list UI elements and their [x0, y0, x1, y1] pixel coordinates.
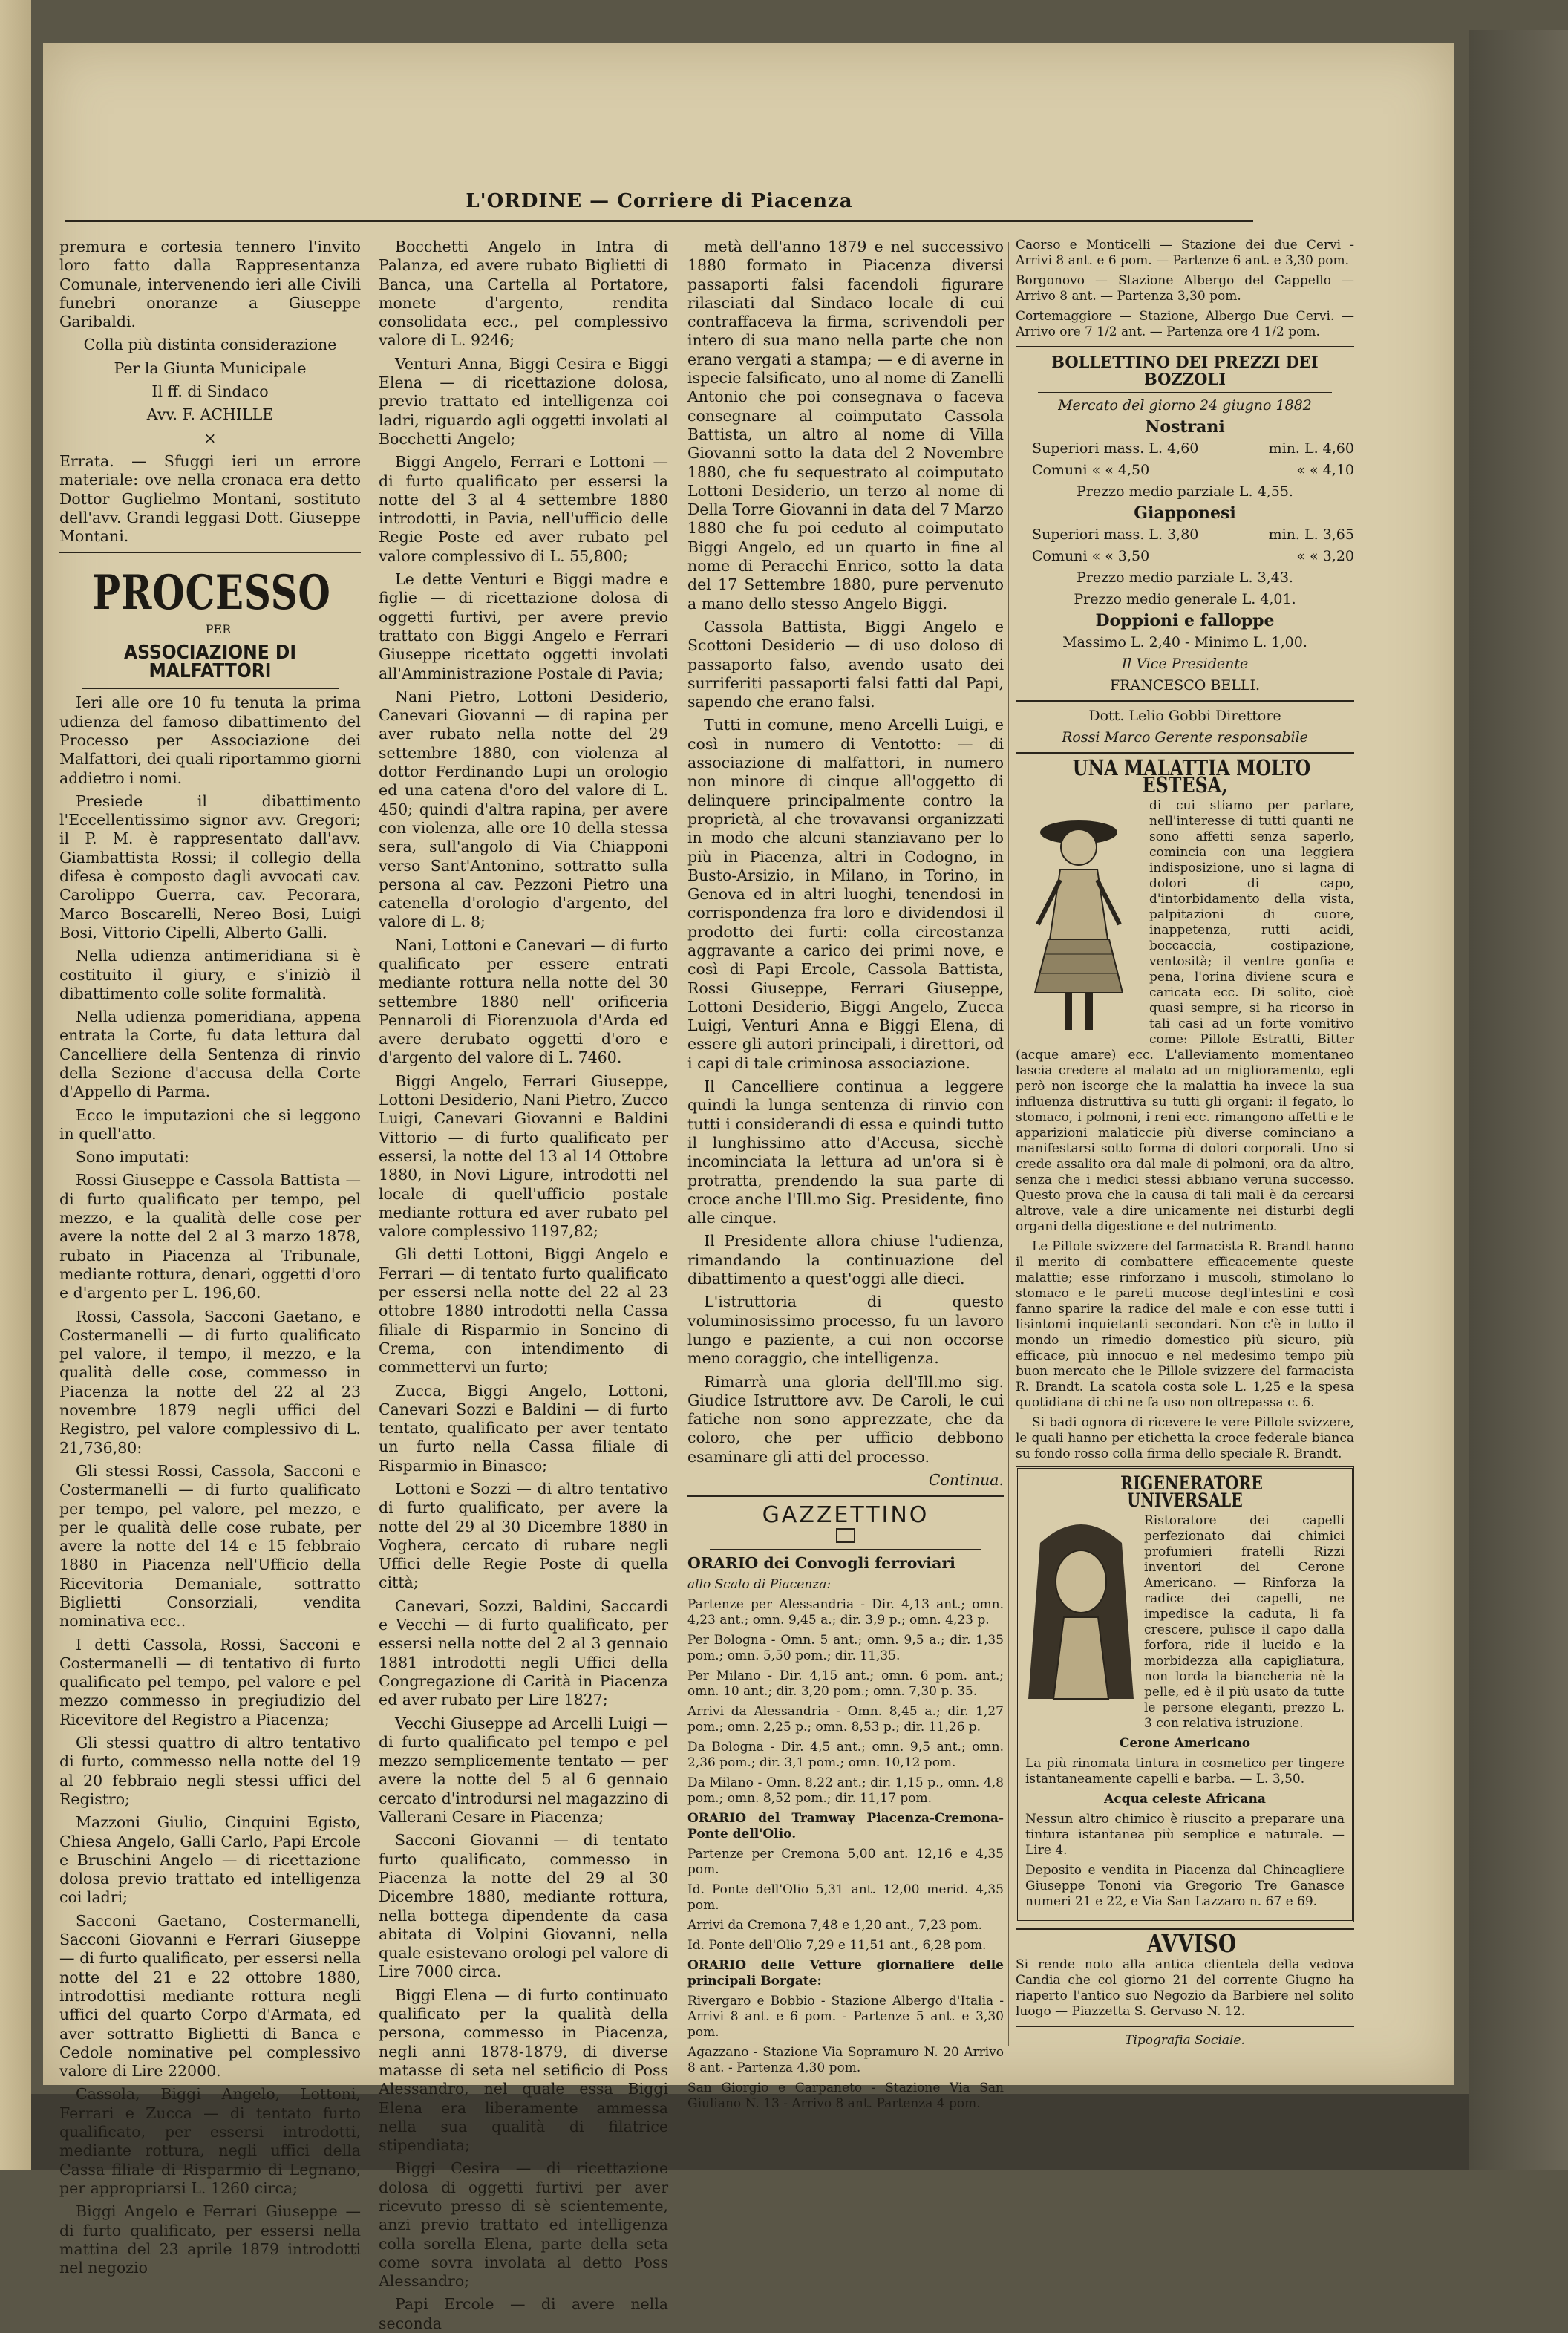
paragraph: Canevari, Sozzi, Baldini, Saccardi e Vecchi — di furto qualificato, per essersi nella notte del 2 al 3 gennaio 1881 introdotti negli Uffici della Congregazione di Carità in Piacenza ed aver rubato per Lire 1827; — [379, 1596, 668, 1709]
bollettino-title: BOLLETTINO DEI PREZZI DEI BOZZOLI — [1051, 353, 1319, 388]
ad-pillole-svizzere — [1016, 755, 1354, 1462]
paragraph: Nella udienza pomeridiana, appena entrata la Corte, fu data lettura dal Cancelliere della Sentenza di rinvio della Sezione d'accusa della Corte d'Appello di Parma. — [59, 1008, 361, 1101]
divider — [1016, 752, 1354, 754]
ad-title: RIGENERATORE UNIVERSALE — [1120, 1472, 1263, 1511]
scan-right-edge — [1469, 30, 1568, 2170]
giapponesi-medio: Prezzo medio parziale L. 3,43. — [1077, 570, 1293, 586]
price-label: Superiori mass. L. 3,80 — [1032, 526, 1199, 543]
paragraph: Mazzoni Giulio, Cinquini Egisto, Chiesa Angelo, Galli Carlo, Papi Ercole e Bruschini Angelo — di ricettazione dolosa previo trattato ed intelligenza coi ladri; — [59, 1813, 361, 1907]
paragraph: Arrivi da Cremona 7,48 e 1,20 ant., 7,23 pom. — [687, 1917, 982, 1933]
column-3 — [687, 238, 1004, 2111]
paragraph: Il Cancelliere continua a leggere quindi la lunga sentenza di rinvio con tutti i considerandi di essa e quindi tutto il lunghissimo atto d'Accusa, sicchè incominciata la lettura ad un'ora si è protratta, prendendo la sua parte di croce anche l'Ill.mo Sig. Presidente, fino alle cinque. — [687, 1077, 1004, 1227]
headline-per: PER — [205, 622, 232, 637]
paragraph: Biggi Angelo, Ferrari e Lottoni — di furto qualificato per essersi la notte del 3 al 4 settembre 1880 introdotti, in Pavia, nell'ufficio delle Regie Poste ed aver rubato pel valore complessivo di L. 55,800; — [379, 453, 668, 565]
paragraph: San Giorgio e Carpaneto - Stazione Via San Giuliano N. 13 - Arrivo 8 ant. Partenza 4 pom. — [687, 2080, 1004, 2111]
column-2 — [379, 238, 668, 2332]
gerente: Rossi Marco Gerente responsabile — [1062, 729, 1308, 745]
paragraph: Sacconi Giovanni — di tentato furto qualificato, commesso in Piacenza la notte del 29 al 30 Dicembre 1880, mediante rottura, nella bottega dipendente da casa abitata di Volpini Giovanni, nella quale esistevano orologi pel valore di Lire 7000 circa. — [379, 1831, 668, 1981]
acqua-title: Acqua celeste Africana — [1104, 1792, 1266, 1807]
paragraph: premura e cortesia tennero l'invito loro fatto dalla Rappresentanza Comunale, intervenendo ieri alle Civili funebri onoranze a Giuseppe Garibaldi. — [59, 238, 361, 331]
cerone-title: Cerone Americano — [1119, 1736, 1251, 1751]
signature: Avv. F. ACHILLE — [146, 405, 274, 424]
paragraph: Rimarrà una gloria dell'Ill.mo sig. Giudice Istruttore avv. De Caroli, le cui fatiche non sono apprezzate, che da coloro, che per ufficio debbono esaminare gli atti del processo. — [687, 1372, 1004, 1466]
divider — [1038, 392, 1332, 393]
avviso-text: Si rende noto alla antica clientela della vedova Candia che col giorno 21 del corrente Giugno ha riaperto l'antico suo Negozio da Barbiere nel solito luogo — Piazzetta S. Gervaso N. 12. — [1016, 1957, 1354, 2019]
orario-title: ORARIO dei Convogli ferroviari — [687, 1553, 956, 1572]
article-body — [379, 238, 668, 2333]
paragraph: Gli detti Lottoni, Biggi Angelo e Ferrari — di tentato furto qualificato per essersi nella notte del 22 al 23 ottobre 1880 introdotti nella Cassa filiale di Risparmio in Soncino di Crema, con intendimento di commettervi un furto; — [379, 1245, 668, 1377]
price-row — [1016, 440, 1354, 457]
paragraph: Id. Ponte dell'Olio 5,31 ant. 12,00 merid. 4,35 pom. — [687, 1882, 1004, 1913]
column-4 — [1016, 238, 1354, 2049]
subheadline: ASSOCIAZIONE DI MALFATTORI — [123, 641, 297, 683]
masthead-title: L'ORDINE — Corriere di Piacenza — [466, 190, 853, 212]
scan-left-edge — [0, 0, 31, 2170]
paragraph: Rossi Giuseppe e Cassola Battista — di furto qualificato per tempo, pel mezzo, e la qualità delle cose per avere la notte del 2 al 3 marzo 1878, rubato in Piacenza al Tribunale, mediante rottura, denari, oggetti d'oro e d'argento per L. 196,60. — [59, 1171, 361, 1302]
paragraph: Zucca, Biggi Angelo, Lottoni, Canevari Sozzi e Baldini — di furto tentato, qualificato per aver tentato un furto nella Cassa filiale di Risparmio in Binasco; — [379, 1381, 668, 1475]
doppioni-heading: Doppioni e falloppe — [1095, 611, 1275, 630]
masthead — [65, 190, 1253, 222]
closing-line: Per la Giunta Municipale — [114, 359, 307, 377]
nostrani-heading: Nostrani — [1145, 417, 1225, 437]
mercato-date: Mercato del giorno 24 giugno 1882 — [1058, 397, 1312, 414]
paragraph: Arrivi da Alessandria - Omn. 8,45 a.; dir. 1,27 pom.; omn. 2,25 p.; omn. 8,53 p.; dir. 11,26 p. — [687, 1703, 1004, 1735]
paragraph: Papi Ercole — di avere nella seconda — [379, 2295, 668, 2332]
newspaper-page — [43, 43, 1454, 2332]
paragraph: Biggi Angelo, Ferrari Giuseppe, Lottoni Desiderio, Nani Pietro, Zucco Luigi, Canevari Giovanni e Baldini Vittorio — di furto qualificato per essersi, la notte del 13 al 14 Ottobre 1880, in Novi Ligure, introdotti nel locale di quell'ufficio postale mediante rottura ed aver rubato pel valore complessivo 1197,82; — [379, 1071, 668, 1241]
divider — [59, 552, 361, 553]
paragraph: Venturi Anna, Biggi Cesira e Biggi Elena — di ricettazione dolosa, previo trattato ed intelligenza coi ladri, riguardo agli oggetti involati al Bocchetti Angelo; — [379, 354, 668, 448]
tramway-list — [687, 1847, 1004, 1954]
paragraph: Lottoni e Sozzi — di altro tentativo di furto qualificato, per avere la notte del 29 al 30 Dicembre 1880 in Voghera, cercato di rubare negli Uffici delle Regie Poste di quella città; — [379, 1480, 668, 1592]
column-rule — [1008, 242, 1009, 2046]
paragraph: Presiede il dibattimento l'Eccellentissimo signor avv. Gregori; il P. M. è rappresentato dall'avv. Giambattista Rossi; il collegio della difesa è composto dagli avvocati cav. Carolippo Guerra, cav. Pecorara, Marco Boscarelli, Nereo Bosi, Luigi Bosi, Vittorio Cipelli, Alberto Galli. — [59, 792, 361, 942]
doppioni-prezzo: Massimo L. 2,40 - Minimo L. 1,00. — [1062, 634, 1307, 650]
paragraph: Nani Pietro, Lottoni Desiderio, Canevari Giovanni — di rapina per aver rubato nella notte del 29 settembre 1880, con violenza al dottor Ferdinando Lupi un orologio ed una catena d'oro del valore di L. 450; quindi d'altra rapina, per avere con violenza, alle ore 10 della stessa sera, sull'angolo di Via Chiapponi verso Sant'Antonino, sottratto sulla persona al cav. Pezzoni Pietro una catenella d'orologio d'argento, del valore di L. 8; — [379, 687, 668, 931]
presidente-name: FRANCESCO BELLI. — [1109, 677, 1261, 694]
ad-text: Le Pillole svizzere del farmacista R. Brandt hanno il merito di combattere efficacemente queste malattie; esse rinforzano i muscoli, stimolano lo stomaco e le pareti mucose degl'intestini e così fanno sparire la radice del male e con esse tutti i lisintomi inquietanti secondari. Non c'è in tutto il mondo un rimedio domestico più sicuro, più efficace, più innocuo e nel medesimo tempo più buon mercato che le Pillole svizzere del farmacista R. Brandt. La scatola costa sole L. 1,25 e la spesa quotidiana di chi ne fa uso non oltrepassa c. 6. — [1016, 1239, 1354, 1410]
paragraph: Ieri alle ore 10 fu tenuta la prima udienza del famoso dibattimento del Processo per Associazione dei Malfattori, dei quali riportammo giorni addietro i nomi. — [59, 694, 361, 787]
paragraph: Vecchi Giuseppe ad Arcelli Luigi — di furto qualificato pel tempo e pel mezzo semplicemente tentato — per avere la notte del 5 al 6 gennaio cercato d'introdursi nel magazzino di Vallerani Cesare in Piacenza; — [379, 1714, 668, 1827]
paragraph: Biggi Angelo e Ferrari Giuseppe — di furto qualificato, per essersi nella mattina del 23 aprile 1879 introdotti nel negozio — [59, 2202, 361, 2277]
vetture-list-continued — [1016, 238, 1354, 340]
ad-text: di cui stiamo per parlare, nell'interesse di tutti quanti ne sono affetti senza saperlo, comincia con una leggiera indisposizione, uno si lagna di dolori di capo, d'intorbidamento della vista, palpitazioni di cuore, inappetenza, rutti acidi, boccaccia, costipazione, ventosità; il ventre gonfia e pena, l'orina diviene scura e caricata ecc. Di solito, cioè quasi sempre, si ha ricorso in tali casi ad un forte vomitivo come: Pillole Estratti, Bitter (acque amare) ecc. L'alleviamento momentaneo lascia credere al malato ad un miglioramento, egli però non iscorge che la malattia ha invece la sua influenza distruttiva su tutti gli organi: il fegato, lo stomaco, i polmoni, i reni ecc. rimangono affetti e le apparizioni malaticcie più diverse cominciano a manifestarsi sotto forma di dolori corporali. Uno si crede assalito ora dal male di polmoni, ora da altro, senza che i medici stessi abbiano veruna successo. Questo prova che la causa di tali mali è da cercarsi altrove, vale a dire unicamente nei disturbi degli organi della digestione e del nutrimento. — [1016, 798, 1354, 1234]
price-label: Comuni « « 4,50 — [1032, 462, 1150, 478]
closing-line: Il ff. di Sindaco — [151, 382, 269, 401]
paragraph: Id. Ponte dell'Olio 7,29 e 11,51 ant., 6,28 pom. — [687, 1937, 987, 1953]
orario-list — [687, 1597, 1004, 1807]
paragraph: Gli stessi quattro di altro tentativo di furto, commesso nella notte del 19 al 20 febbraio negli stessi uffici del Registro; — [59, 1734, 361, 1808]
paragraph: Ecco le imputazioni che si leggono in quell'atto. — [59, 1106, 361, 1143]
nostrani-prices — [1016, 440, 1354, 479]
gazzettino-title: GAZZETTINO — [762, 1502, 930, 1529]
continua-label: Continua. — [928, 1471, 1004, 1489]
paragraph: Sacconi Gaetano, Costermanelli, Sacconi Giovanni e Ferrari Giuseppe — di furto qualificato, per essersi nella notte del 21 e 22 ottobre 1880, introdottisi mediante rottura negli uffici del quarto Corpo d'Armata, ed aver sottratto Biglietti di Banca e Cedole nominative pel complessivo valore di Lire 22000. — [59, 1911, 361, 2081]
paragraph: Rivergaro e Bobbio - Stazione Albergo d'Italia - Arrivi 8 ant. e 6 pom. - Partenze 5 ant. e 3,30 pom. — [687, 1993, 1004, 2040]
ad-title: UNA MALATTIA MOLTO ESTESA, — [1072, 755, 1311, 797]
paragraph: Caorso e Monticelli — Stazione dei due Cervi - Arrivi 8 ant. e 6 pom. — Partenze 6 ant. e 3,30 pom. — [1016, 238, 1354, 268]
divider — [82, 688, 339, 689]
paragraph: Biggi Cesira — di ricettazione dolosa di oggetti furtivi per aver ricevuto presso di sè scientemente, anzi previo trattato ed intelligenza colla sorella Elena, parte della seta come sovra involata al detto Poss Alessandro; — [379, 2159, 668, 2291]
cross-separator: × — [203, 428, 217, 447]
errata-note: Errata. — Sfuggi ieri un errore materiale: ove nella cronaca era detto Dottor Guglielmo Montani, sostituto dell'avv. Grandi leggasi Dott. Giuseppe Montani. — [59, 451, 361, 546]
paragraph: Biggi Elena — di furto continuato qualificato per la qualità della persona, commesso in Piacenza, negli anni 1878-1879, di diverse matasse di seta nel setificio di Poss Alessandro, nel quale essa Biggi Elena era liberamente ammessa nella sua qualità di filatrice stipendiata; — [379, 1986, 668, 2155]
tipografia: Tipografia Sociale. — [1125, 2033, 1245, 2048]
price-label: Comuni « « 3,50 — [1032, 548, 1150, 564]
divider — [687, 1495, 1004, 1497]
price-row — [1016, 526, 1354, 544]
divider — [1016, 2026, 1354, 2027]
cerone-text: La più rinomata tintura in cosmetico per tingere istantaneamente capelli e barba. — L. 3,50. — [1025, 1756, 1345, 1787]
headline: PROCESSO — [92, 565, 331, 621]
paragraph: Gli stessi Rossi, Cassola, Sacconi e Costermanelli — di furto qualificato per tempo, pel valore, pel mezzo, e per le qualità delle cose rubate, per avere la notte del 14 e 15 febbraio 1880 in Piacenza nell'Ufficio della Ricevitoria Demaniale, sottratto Biglietti Consorziali, vendita nominativa ecc.. — [59, 1461, 361, 1631]
paragraph: Rossi, Cassola, Sacconi Gaetano, e Costermanelli — di furto qualificato pel valore, il tempo, il mezzo, e la qualità delle cose, commesso in Piacenza la notte del 22 al 23 novembre 1879 negli uffici del Registro, pel valore complessivo di L. 21,736,80: — [59, 1307, 361, 1457]
price-value: min. L. 4,60 — [1268, 440, 1354, 457]
paragraph: Cassola, Biggi Angelo, Lottoni, Ferrari e Zucca — di tentato furto qualificato, per essersi introdotti, mediante rottura, negli uffici della Cassa filiale di Risparmio di Legnano, per appropriarsi L. 1260 circa; — [59, 2085, 361, 2197]
paragraph: Nani, Lottoni e Canevari — di furto qualificato per essere entrati mediante rottura nella notte del 30 settembre 1880 nell' orificeria Pennaroli di Fiorenzuola d'Arda ed avere derubato oggetti d'oro e d'argento del valore di L. 7460. — [379, 936, 668, 1067]
paragraph: Per Milano - Dir. 4,15 ant.; omn. 6 pom. ant.; omn. 10 ant.; dir. 3,20 pom.; omn. 7,30 p. 35. — [687, 1668, 1004, 1699]
price-value: min. L. 3,65 — [1268, 526, 1354, 543]
girl-portrait-icon — [1016, 798, 1142, 1043]
paragraph: Sono imputati: — [76, 1148, 189, 1166]
paragraph: Bocchetti Angelo in Intra di Palanza, ed avere rubato Biglietti di Banca, una Cartella al Portatore, monete d'argento, rendita consolidata ecc., pel complessivo valore di L. 9246; — [379, 238, 668, 350]
divider — [710, 1549, 981, 1550]
paragraph: Cortemaggiore — Stazione, Albergo Due Cervi. — Arrivo ore 7 1/2 ant. — Partenza ore 4 1/2 pom. — [1016, 309, 1354, 339]
paragraph: Da Milano - Omn. 8,22 ant.; dir. 1,15 p., omn. 4,8 pom.; omn. 8,52 pom.; dir. 11,17 pom. — [687, 1775, 1004, 1806]
closing-line: Colla più distinta considerazione — [83, 336, 337, 354]
article-body — [687, 238, 1004, 1466]
vetture-title: ORARIO delle Vetture giornaliere delle principali Borgate: — [687, 1957, 1004, 1988]
nostrani-medio: Prezzo medio parziale L. 4,55. — [1077, 483, 1293, 500]
deposito-text: Deposito e vendita in Piacenza dal Chincagliere Giuseppe Tononi via Gregorio Tre Ganasce numeri 21 e 22, e Via San Lazzaro n. 67 e 69. — [1025, 1863, 1345, 1909]
acqua-text: Nessun altro chimico è riuscito a preparare una tintura istantanea più semplice e naturale. — Lire 4. — [1025, 1812, 1345, 1858]
orario-subtitle: allo Scalo di Piacenza: — [687, 1576, 832, 1592]
paragraph: Da Bologna - Dir. 4,5 ant.; omn. 9,5 ant.; omn. 2,36 pom.; dir. 3,1 pom.; omn. 10,12 pom. — [687, 1739, 1004, 1770]
column-1 — [59, 238, 361, 2277]
woman-portrait-icon — [1025, 1513, 1137, 1714]
paragraph: Cassola Battista, Biggi Angelo e Scottoni Desiderio — di uso doloso di passaporto falso, avendo usato dei surriferiti passaporti falsi fatti dal Papi, sapendo che erano falsi. — [687, 617, 1004, 711]
article-body — [59, 694, 361, 2277]
section-box-icon — [836, 1528, 855, 1543]
price-row — [1016, 462, 1354, 479]
ad-rigeneratore — [1016, 1466, 1354, 1922]
medio-generale: Prezzo medio generale L. 4,01. — [1074, 591, 1296, 607]
paragraph: Partenze per Alessandria - Dir. 4,13 ant.; omn. 4,23 ant.; omn. 9,45 a.; dir. 3,9 p.; omn. 4,23 p. — [687, 1596, 1004, 1628]
ad-text: Si badi ognora di ricevere le vere Pillole svizzere, le quali hanno per etichetta la croce federale bianca su fondo rosso colla firma dello speciale R. Brandt. — [1016, 1415, 1354, 1461]
tramway-title: ORARIO del Tramway Piacenza-Cremona-Ponte dell'Olio. — [687, 1810, 1004, 1841]
giapponesi-prices — [1016, 526, 1354, 565]
paragraph: Per Bologna - Omn. 5 ant.; omn. 9,5 a.; dir. 1,35 pom.; omn. 5,50 pom.; dir. 11,35. — [687, 1632, 1004, 1663]
paragraph: L'istruttoria di questo voluminosissimo processo, fu un lavoro lungo e paziente, a cui non occorse meno coraggio, che intelligenza. — [687, 1293, 1004, 1368]
paragraph: Agazzano - Stazione Via Sopramuro N. 20 Arrivo 8 ant. - Partenza 4,30 pom. — [687, 2044, 1004, 2075]
paragraph: I detti Cassola, Rossi, Sacconi e Costermanelli — di tentativo di furto qualificato pel tempo, pel valore e pel mezzo commesso in pregiudizio del Ricevitore del Registro a Piacenza; — [59, 1635, 361, 1729]
divider — [1016, 700, 1354, 702]
price-value: « « 4,10 — [1296, 462, 1354, 478]
paragraph: Borgonovo — Stazione Albergo del Cappello — Arrivo 8 ant. — Partenza 3,30 pom. — [1016, 273, 1354, 304]
paragraph: Le dette Venturi e Biggi madre e figlie — di ricettazione dolosa di oggetti furtivi, per avere previo trattato con Biggi Angelo e Ferrari Giuseppe ricettato oggetti involati all'Amministrazione Postale di Pavia; — [379, 570, 668, 682]
giapponesi-heading: Giapponesi — [1134, 503, 1236, 523]
price-value: « « 3,20 — [1296, 548, 1354, 564]
direttore: Dott. Lelio Gobbi Direttore — [1088, 708, 1281, 724]
vice-presidente: Il Vice Presidente — [1121, 656, 1249, 672]
paragraph: Tutti in comune, meno Arcelli Luigi, e così in numero di Ventotto: — di associazione di malfattori, in numero non minore di cinque all'oggetto di delinquere principalmente contro la proprietà, al che trovavansi organizzati in modo che alcuni stanziavano per lo più in Piacenza, altri in Codogno, in Busto-Arsizio, in Milano, in Torino, in Genova ed in altri luoghi, tenendosi in corrispondenza fra loro e dividendosi il prodotto dei furti: colla circostanza aggravante a carico dei primi nove, e così di Papi Ercole, Cassola Battista, Rossi Giuseppe, Ferrari Giuseppe, Lottoni Desiderio, Biggi Angelo, Zucca Luigi, Venturi Anna e Biggi Elena, di essere gli autori principali, i direttori, od i capi di tale criminosa associazione. — [687, 716, 1004, 1072]
divider — [1016, 346, 1354, 347]
paragraph: Partenze per Cremona 5,00 ant. 12,16 e 4,35 pom. — [687, 1846, 1004, 1877]
paragraph: metà dell'anno 1879 e nel successivo 1880 formato in Piacenza diversi passaporti falsi facendoli figurare rilasciati dal Sindaco locale di cui contraffaceva la firma, scrivendoli per intero di sua mano nella parte che non erano vergati a stampa; — e di averne in ispecie falsificato, uno al nome di Zanelli Antonio che poi consegnava o faceva consegnare al coimputato Cassola Battista, un altro al nome di Villa Giovanni sotto la data del 2 Novembre 1880, che fu sequestrato al coimputato Lottoni Desiderio, un terzo al nome di Della Torre Giovanni in data del 7 Marzo 1880 che fu poi ceduto al coimputato Biggi Angelo, ed un quarto in fine al nome di Peracchi Enrico, sotto la data del 17 Settembre 1880, pure pervenuto a mano dello stesso Angelo Biggi. — [687, 238, 1004, 613]
price-label: Superiori mass. L. 4,60 — [1032, 440, 1199, 457]
price-row — [1016, 548, 1354, 565]
vetture-list — [687, 1994, 1004, 2112]
avviso-title: AVVISO — [1146, 1929, 1237, 1959]
paragraph: Il Presidente allora chiuse l'udienza, rimandando la continuazione del dibattimento a quest'oggi alle dieci. — [687, 1232, 1004, 1288]
paragraph: Nella udienza antimeridiana si è costituito il giury, e s'iniziò il dibattimento colle solite formalità. — [59, 947, 361, 1002]
ad-text: Ristoratore dei capelli perfezionato dai chimici profumieri fratelli Rizzi inventori del Cerone Americano. — Rinforza la radice dei capelli, ne impedisce la caduta, li fa crescere, pulisce il capo dalla forfora, ride il lucido e la morbidezza alla capigliatura, non lorda la biancheria nè la pelle, ed è il più usato da tutte le persone eleganti, prezzo L. 3 con relativa istruzione. — [1144, 1513, 1345, 1731]
